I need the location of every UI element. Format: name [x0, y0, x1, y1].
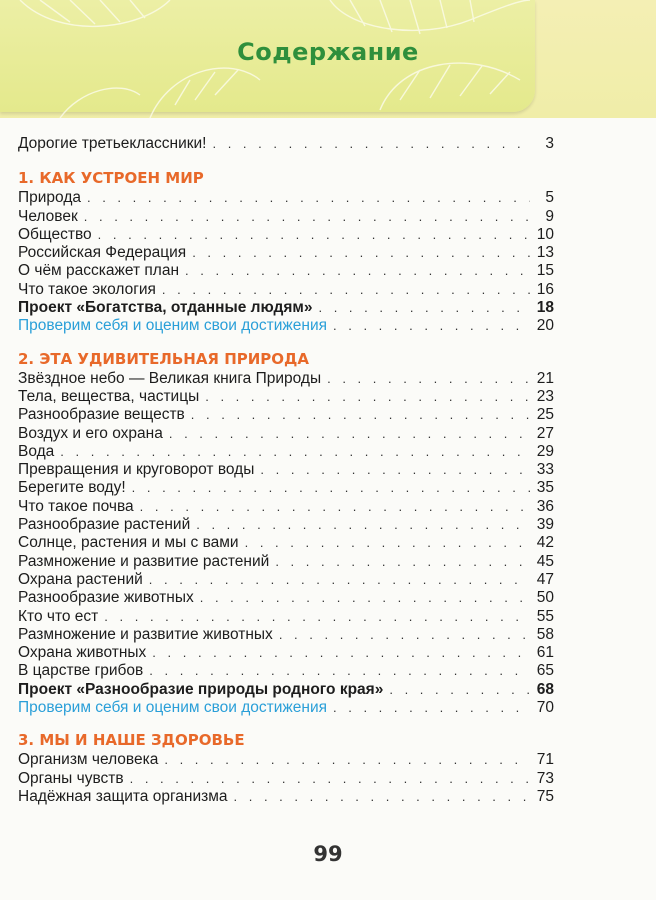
toc-row[interactable]	[18, 189, 554, 207]
toc-item-page: 13	[536, 244, 554, 262]
toc-item-page: 75	[536, 787, 554, 805]
toc-project-row[interactable]	[18, 299, 554, 317]
leader-dots	[130, 770, 530, 788]
toc-item-label: Звёздное небо — Великая книга Природы	[18, 369, 322, 387]
toc-item-page: 5	[545, 189, 554, 207]
toc-item-page: 39	[536, 516, 554, 534]
toc-item-page: 9	[545, 207, 554, 225]
toc-item-label: Российская Федерация	[18, 244, 187, 262]
toc-item-label: Солнце, растения и мы с вами	[18, 534, 239, 552]
toc-item-label: Проект «Богатства, отданные людям»	[18, 299, 313, 317]
leader-dots	[149, 571, 530, 589]
toc-item-page: 23	[536, 387, 554, 405]
leader-dots	[200, 589, 530, 607]
toc-item-label: Проверим себя и оценим свои достижения	[18, 699, 327, 717]
toc-item-label: Разнообразие растений	[18, 516, 191, 534]
leader-dots	[205, 388, 530, 406]
leader-dots	[191, 406, 530, 424]
toc-item-label: Тела, вещества, частицы	[18, 387, 200, 405]
toc-row[interactable]	[18, 788, 554, 806]
leader-dots	[318, 299, 530, 317]
toc-item-label: Разнообразие веществ	[18, 406, 185, 424]
toc-row[interactable]	[18, 571, 554, 589]
table-of-contents	[18, 135, 554, 806]
leader-dots	[140, 498, 530, 516]
toc-item-page: 33	[536, 461, 554, 479]
toc-item-label: Общество	[18, 225, 92, 243]
toc-row[interactable]	[18, 208, 554, 226]
toc-item-page: 71	[536, 751, 554, 769]
leader-dots	[196, 516, 530, 534]
page-title: Содержание	[237, 38, 419, 66]
toc-item-label: Берегите воду!	[18, 479, 126, 497]
leader-dots	[104, 608, 530, 626]
toc-item-label: Организм человека	[18, 751, 159, 769]
toc-row[interactable]	[18, 370, 554, 388]
toc-project-row[interactable]	[18, 681, 554, 699]
leader-dots	[192, 244, 530, 262]
toc-item-label: Охрана растений	[18, 570, 143, 588]
toc-row[interactable]	[18, 589, 554, 607]
section-heading: 1. КАК УСТРОЕН МИР	[18, 169, 204, 188]
toc-item-page: 18	[536, 299, 554, 317]
toc-item-page: 25	[536, 406, 554, 424]
toc-item-label: Что такое экология	[18, 280, 156, 298]
toc-item-page: 35	[536, 479, 554, 497]
toc-item-page: 10	[536, 225, 554, 243]
toc-item-label: Человек	[18, 207, 78, 225]
leader-dots	[275, 553, 530, 571]
toc-item-label: Вода	[18, 442, 55, 460]
toc-item-label: Природа	[18, 189, 81, 207]
leader-dots	[279, 626, 530, 644]
section-heading: 3. МЫ И НАШЕ ЗДОРОВЬЕ	[18, 731, 245, 750]
toc-row[interactable]	[18, 262, 554, 280]
toc-row[interactable]	[18, 226, 554, 244]
toc-row[interactable]	[18, 479, 554, 497]
leader-dots	[327, 370, 530, 388]
toc-row[interactable]	[18, 406, 554, 424]
leader-dots	[245, 534, 530, 552]
toc-item-label: Проект «Разнообразие природы родного края»	[18, 680, 384, 698]
leader-dots	[149, 662, 530, 680]
toc-item-page: 45	[536, 552, 554, 570]
toc-item-page: 58	[536, 625, 554, 643]
leader-dots	[84, 208, 530, 226]
toc-item-page: 15	[536, 262, 554, 280]
leader-dots	[164, 751, 530, 769]
leader-dots	[185, 262, 530, 280]
toc-check-row[interactable]	[18, 699, 554, 717]
toc-row[interactable]	[18, 770, 554, 788]
toc-item-page: 73	[536, 769, 554, 787]
toc-row[interactable]	[18, 244, 554, 262]
toc-item-label: Превращения и круговорот воды	[18, 461, 255, 479]
toc-item-page: 36	[536, 497, 554, 515]
leader-dots	[260, 461, 530, 479]
toc-item-label: Размножение и развитие растений	[18, 552, 270, 570]
toc-item-label: Органы чувств	[18, 769, 124, 787]
toc-row[interactable]	[18, 498, 554, 516]
toc-row[interactable]	[18, 425, 554, 443]
toc-row[interactable]	[18, 553, 554, 571]
leader-dots	[169, 425, 530, 443]
toc-row[interactable]	[18, 608, 554, 626]
leader-dots	[162, 281, 530, 299]
toc-item-page: 70	[536, 699, 554, 717]
toc-item-page: 50	[536, 589, 554, 607]
leader-dots	[212, 135, 530, 153]
toc-item-label: Что такое почва	[18, 497, 134, 515]
toc-row[interactable]	[18, 534, 554, 552]
toc-item-page: 29	[536, 442, 554, 460]
leader-dots	[60, 443, 530, 461]
toc-row[interactable]	[18, 461, 554, 479]
leader-dots	[98, 226, 530, 244]
toc-item-page: 68	[536, 680, 554, 698]
toc-item-page: 27	[536, 424, 554, 442]
toc-item-page: 61	[536, 644, 554, 662]
toc-item-page: 47	[536, 570, 554, 588]
toc-row[interactable]	[18, 751, 554, 769]
leader-dots	[132, 479, 530, 497]
toc-item-label: Охрана животных	[18, 644, 147, 662]
toc-intro-row[interactable]	[18, 135, 554, 153]
toc-item-label: Надёжная защита организма	[18, 787, 228, 805]
toc-item-page: 21	[536, 369, 554, 387]
header-band	[0, 0, 656, 118]
leader-dots	[234, 788, 531, 806]
toc-item-page: 42	[536, 534, 554, 552]
toc-item-label: Разнообразие животных	[18, 589, 194, 607]
leader-dots	[333, 699, 530, 717]
leader-dots	[389, 681, 530, 699]
toc-row[interactable]	[18, 443, 554, 461]
toc-item-page: 3	[545, 135, 554, 152]
toc-item-label: О чём расскажет план	[18, 262, 180, 280]
section-heading: 2. ЭТА УДИВИТЕЛЬНАЯ ПРИРОДА	[18, 349, 310, 368]
leader-dots	[152, 644, 530, 662]
toc-item-label: Размножение и развитие животных	[18, 625, 273, 643]
toc-item-page: 20	[536, 317, 554, 335]
toc-item-page: 16	[536, 280, 554, 298]
toc-item-page: 65	[536, 662, 554, 680]
leader-dots	[87, 189, 530, 207]
toc-item-label: Воздух и его охрана	[18, 424, 163, 442]
leader-dots	[333, 317, 530, 335]
toc-check-row[interactable]	[18, 317, 554, 335]
toc-row[interactable]	[18, 644, 554, 662]
toc-row[interactable]	[18, 626, 554, 644]
toc-item-label: Дорогие третьеклассники!	[18, 135, 207, 152]
page-number: 99	[313, 842, 343, 866]
toc-row[interactable]	[18, 281, 554, 299]
toc-item-label: Проверим себя и оценим свои достижения	[18, 317, 327, 335]
toc-item-label: Кто что ест	[18, 607, 99, 625]
toc-item-page: 55	[536, 607, 554, 625]
toc-row[interactable]	[18, 662, 554, 680]
toc-row[interactable]	[18, 388, 554, 406]
toc-row[interactable]	[18, 516, 554, 534]
toc-item-label: В царстве грибов	[18, 662, 144, 680]
